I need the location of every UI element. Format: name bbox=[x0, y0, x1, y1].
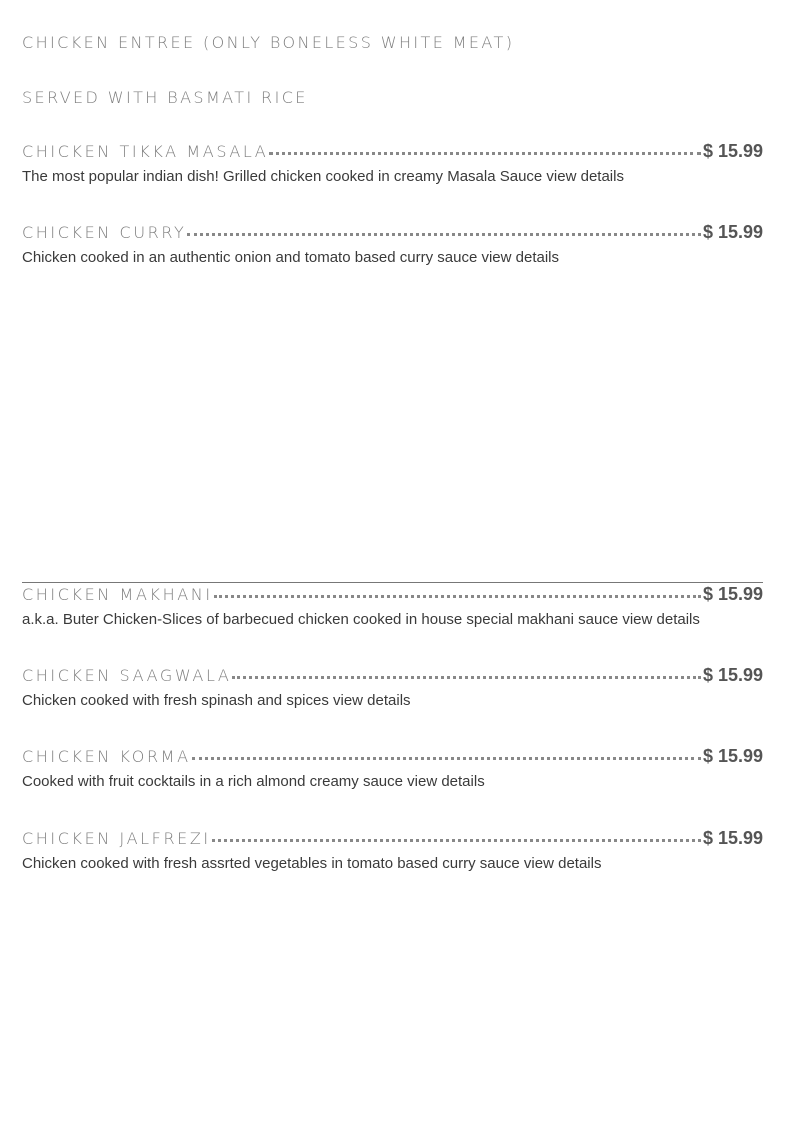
section-divider bbox=[22, 582, 763, 583]
menu-item-price: $ 15.99 bbox=[702, 665, 763, 685]
menu-item bbox=[22, 746, 763, 790]
dot-leader bbox=[214, 595, 701, 598]
menu-item-description: Chicken cooked with fresh assrted vegetables in tomato based curry sauce view details bbox=[22, 855, 602, 872]
dot-leader bbox=[212, 839, 701, 842]
menu-item-row bbox=[22, 222, 763, 243]
menu-item-row bbox=[22, 584, 763, 605]
menu-item-price: $ 15.99 bbox=[702, 746, 763, 766]
menu-item-price: $ 15.99 bbox=[702, 222, 763, 242]
menu-item bbox=[22, 665, 763, 709]
menu-item-name: CHICKEN JALFREZI bbox=[22, 829, 211, 848]
menu-item bbox=[22, 141, 763, 185]
dot-leader bbox=[232, 676, 701, 679]
menu-item-name: CHICKEN TIKKA MASALA bbox=[22, 142, 269, 161]
menu-item-price: $ 15.99 bbox=[702, 828, 763, 848]
menu-item-row bbox=[22, 665, 763, 686]
menu-item-description: Chicken cooked in an authentic onion and tomato based curry sauce view details bbox=[22, 249, 559, 266]
menu-item-row bbox=[22, 141, 763, 162]
menu-item-price: $ 15.99 bbox=[702, 141, 763, 161]
dot-leader bbox=[269, 152, 701, 155]
menu-item bbox=[22, 828, 763, 872]
menu-item-description: The most popular indian dish! Grilled chicken cooked in creamy Masala Sauce view details bbox=[22, 168, 624, 185]
dot-leader bbox=[192, 757, 701, 760]
menu-item-name: CHICKEN CURRY bbox=[22, 223, 187, 242]
section-subheading: SERVED WITH BASMATI RICE bbox=[22, 88, 308, 107]
menu-item-name: CHICKEN MAKHANI bbox=[22, 585, 213, 604]
menu-item-row bbox=[22, 746, 763, 767]
menu-item-name: CHICKEN SAAGWALA bbox=[22, 666, 232, 685]
menu-item-description: a.k.a. Buter Chicken-Slices of barbecued chicken cooked in house special makhani sauce view details bbox=[22, 611, 700, 628]
menu-item bbox=[22, 222, 763, 266]
menu-item bbox=[22, 584, 763, 628]
section-heading: CHICKEN ENTREE (ONLY BONELESS WHITE MEAT) bbox=[22, 33, 515, 52]
menu-item-description: Chicken cooked with fresh spinash and spices view details bbox=[22, 692, 411, 709]
dot-leader bbox=[187, 233, 701, 236]
menu-item-description: Cooked with fruit cocktails in a rich almond creamy sauce view details bbox=[22, 773, 485, 790]
menu-item-price: $ 15.99 bbox=[702, 584, 763, 604]
menu-item-name: CHICKEN KORMA bbox=[22, 747, 191, 766]
menu-item-row bbox=[22, 828, 763, 849]
